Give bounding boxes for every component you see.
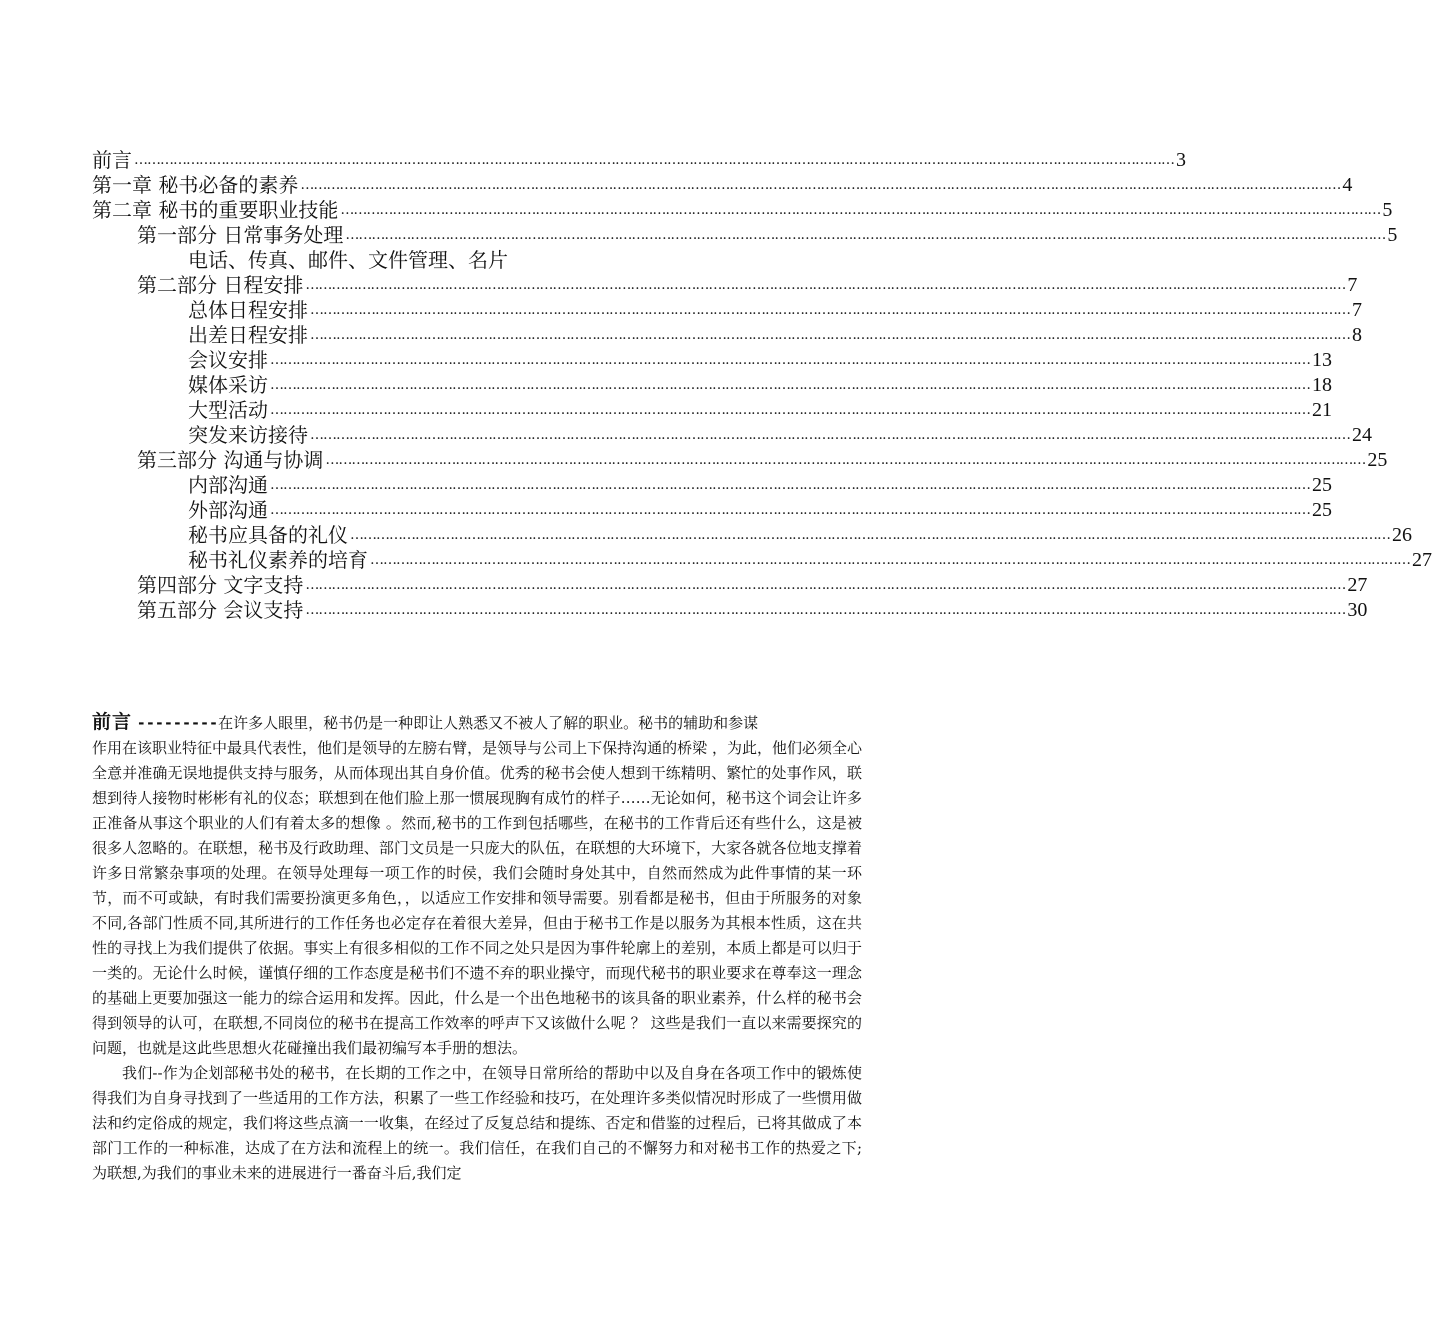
toc-dot-leader: …………………………………………………………………………………………………………………………………………………………………………………………………………………… xyxy=(305,277,1346,293)
preface-first-line-text: 在许多人眼里，秘书仍是一种即让人熟悉又不被人了解的职业。秘书的辅助和参谋 xyxy=(218,714,759,732)
toc-entry-title: 第二章 秘书的重要职业技能 xyxy=(92,198,339,222)
toc-dot-leader: …………………………………………………………………………………………………………………………………………………………………………………………………………………… xyxy=(305,602,1346,618)
toc-dot-leader: …………………………………………………………………………………………………………………………………………………………………………………………………………………… xyxy=(270,402,1310,418)
toc-entry-title: 前言 xyxy=(92,148,132,172)
toc-entry-title: 大型活动 xyxy=(188,398,268,422)
toc-page-number: 18 xyxy=(1312,374,1332,396)
toc-page-number: 3 xyxy=(1176,149,1186,171)
toc-page-number: 30 xyxy=(1347,599,1368,621)
preface-section xyxy=(92,710,862,1186)
toc-entry[interactable] xyxy=(92,173,1353,198)
toc-dot-leader: …………………………………………………………………………………………………………………………………………………………………………………………………………………… xyxy=(310,327,1350,343)
toc-entry[interactable] xyxy=(188,548,1432,573)
toc-page-number: 8 xyxy=(1352,324,1362,346)
toc-entry[interactable] xyxy=(137,598,1368,623)
toc-entry-title: 第四部分 文字支持 xyxy=(137,573,304,597)
toc-dot-leader: …………………………………………………………………………………………………………………………………………………………………………………………………………………… xyxy=(310,427,1350,443)
toc-dot-leader: …………………………………………………………………………………………………………………………………………………………………………………………………………………… xyxy=(350,527,1390,543)
toc-dot-leader: …………………………………………………………………………………………………………………………………………………………………………………………………………………… xyxy=(270,502,1310,518)
toc-dot-leader: …………………………………………………………………………………………………………………………………………………………………………………………………………………… xyxy=(134,152,1174,168)
toc-entry[interactable] xyxy=(188,248,645,273)
toc-page-number: 4 xyxy=(1342,174,1353,196)
toc-entry-title: 外部沟通 xyxy=(188,498,268,522)
toc-entry[interactable] xyxy=(188,423,1372,448)
toc-page-number: 27 xyxy=(1347,574,1368,596)
toc-entry-title: 出差日程安排 xyxy=(188,323,308,347)
toc-entry-title: 第三部分 沟通与协调 xyxy=(137,448,324,472)
toc-entry-title: 秘书应具备的礼仪 xyxy=(188,523,348,547)
toc-entry-title: 秘书礼仪素养的培育 xyxy=(188,548,368,572)
toc-dot-leader: …………………………………………………………………………………………………………………………………………………………………………………………………………………… xyxy=(300,177,1341,193)
preface-heading-dashes: --------- xyxy=(136,714,219,732)
toc-entry[interactable] xyxy=(137,223,1398,248)
toc-entry[interactable] xyxy=(188,348,1332,373)
toc-entry-title: 电话、传真、邮件、文件管理、名片 xyxy=(188,248,508,272)
toc-entry-title: 会议安排 xyxy=(188,348,268,372)
toc-entry[interactable] xyxy=(188,298,1362,323)
toc-entry-title: 第一部分 日常事务处理 xyxy=(137,223,344,247)
toc-page-number: 25 xyxy=(1367,449,1388,471)
toc-entry-title: 第一章 秘书必备的素养 xyxy=(92,173,299,197)
toc-page-number: 7 xyxy=(1352,299,1362,321)
toc-entry-title: 媒体采访 xyxy=(188,373,268,397)
toc-entry-title: 突发来访接待 xyxy=(188,423,308,447)
toc-page-number: 25 xyxy=(1312,499,1332,521)
toc-dot-leader: …………………………………………………………………………………………………………………………………………………………………………………………………………………… xyxy=(370,552,1410,568)
preface-paragraph-1: 作用在该职业特征中最具代表性，他们是领导的左膀右臂，是领导与公司上下保持沟通的桥梁 ，为此，他们必须全心全意并准确无误地提供支持与服务，从而体现出其自身价值。优秀的秘书会使人想到干练精明、繁忙的处事作风，联想到待人接物时彬彬有礼的仪态；联想到在他们脸上那一惯展现胸有成竹的样子……无论如何，秘书这个词会让许多正准备从事这个职业的人们有着太多的想像 。然而,秘书的工作到包括哪些，在秘书的工作背后还有些什么，这是被很多人忽略的。在联想，秘书及行政助理、部门文员是一只庞大的队伍，在联想的大环境下，大家各就各位地支撑着许多日常繁杂事项的处理。在领导处理每一项工作的时侯，我们会随时身处其中，自然而然成为此件事情的某一环节，而不可或缺，有时我们需要扮演更多角色，，以适应工作安排和领导需要。别看都是秘书，但由于所服务的对象不同,各部门性质不同,其所进行的工作任务也必定存在着很大差异，但由于秘书工作是以服务为其根本性质，这在共性的寻找上为我们提供了依据。事实上有很多相似的工作不同之处只是因为事件轮廓上的差别，本质上都是可以归于一类的。无论什么时候，谨慎仔细的工作态度是秘书们不遗不弃的职业操守，而现代秘书的职业要求在尊奉这一理念的基础上更要加强这一能力的综合运用和发挥。因此，什么是一个出色地秘书的该具备的职业素养，什么样的秘书会得到领导的认可，在联想,不同岗位的秘书在提高工作效率的呼声下又该做什么呢 ？ 这些是我们一直以来需要探究的问题，也就是这此些思想火花碰撞出我们最初编写本手册的想法。 xyxy=(92,739,862,1057)
toc-page-number: 24 xyxy=(1352,424,1372,446)
toc-entry[interactable] xyxy=(188,473,1332,498)
toc-page-number: 25 xyxy=(1312,474,1332,496)
toc-dot-leader: …………………………………………………………………………………………………………………………………………………………………………………………………………………… xyxy=(270,477,1310,493)
toc-entry[interactable] xyxy=(137,573,1368,598)
toc-entry[interactable] xyxy=(188,523,1412,548)
toc-dot-leader: …………………………………………………………………………………………………………………………………………………………………………………………………………………… xyxy=(270,352,1310,368)
toc-page-number: 13 xyxy=(1312,349,1332,371)
toc-page-number: 7 xyxy=(1347,274,1358,296)
toc-entry[interactable] xyxy=(92,198,1393,223)
toc-page-number: 5 xyxy=(1382,199,1393,221)
toc-dot-leader: …………………………………………………………………………………………………………………………………………………………………………………………………………………… xyxy=(340,202,1381,218)
toc-entry[interactable] xyxy=(188,498,1332,523)
toc-dot-leader: …………………………………………………………………………………………………………………………………………………………………………………………………………………… xyxy=(270,377,1310,393)
toc-page-number: 5 xyxy=(1387,224,1398,246)
toc-page-number: 21 xyxy=(1312,399,1332,421)
toc-entry-title: 总体日程安排 xyxy=(188,298,308,322)
toc-dot-leader: …………………………………………………………………………………………………………………………………………………………………………………………………………………… xyxy=(345,227,1386,243)
toc-dot-leader: …………………………………………………………………………………………………………………………………………………………………………………………………………………… xyxy=(325,452,1366,468)
toc-dot-leader: …………………………………………………………………………………………………………………………………………………………………………………………………………………… xyxy=(305,577,1346,593)
toc-entry[interactable] xyxy=(92,148,1186,173)
toc-entry[interactable] xyxy=(188,323,1362,348)
toc-entry[interactable] xyxy=(137,448,1388,473)
toc-entry[interactable] xyxy=(137,273,1358,298)
preface-paragraph-2: 我们--作为企划部秘书处的秘书，在长期的工作之中，在领导日常所给的帮助中以及自身在各项工作中的锻炼使得我们为自身寻找到了一些适用的工作方法，积累了一些工作经验和技巧，在处理许多类似情况时形成了一些惯用做法和约定俗成的规定，我们将这些点滴一一收集，在经过了反复总结和提练、否定和借鉴的过程后，已将其做成了本部门工作的一种标准，达成了在方法和流程上的统一。我们信任，在我们自己的不懈努力和对秘书工作的热爱之下;为联想,为我们的事业未来的进展进行一番奋斗后,我们定 xyxy=(92,1064,862,1182)
toc-page-number: 26 xyxy=(1392,524,1412,546)
toc-entry-title: 第二部分 日程安排 xyxy=(137,273,304,297)
toc-page-number: 27 xyxy=(1412,549,1432,571)
toc-entry[interactable] xyxy=(188,373,1332,398)
preface-heading: 前言 xyxy=(92,711,133,733)
toc-entry[interactable] xyxy=(188,398,1332,423)
toc-entry-title: 内部沟通 xyxy=(188,473,268,497)
toc-entry-title: 第五部分 会议支持 xyxy=(137,598,304,622)
toc-dot-leader: …………………………………………………………………………………………………………………………………………………………………………………………………………………… xyxy=(310,302,1350,318)
preface-first-line xyxy=(92,710,862,736)
